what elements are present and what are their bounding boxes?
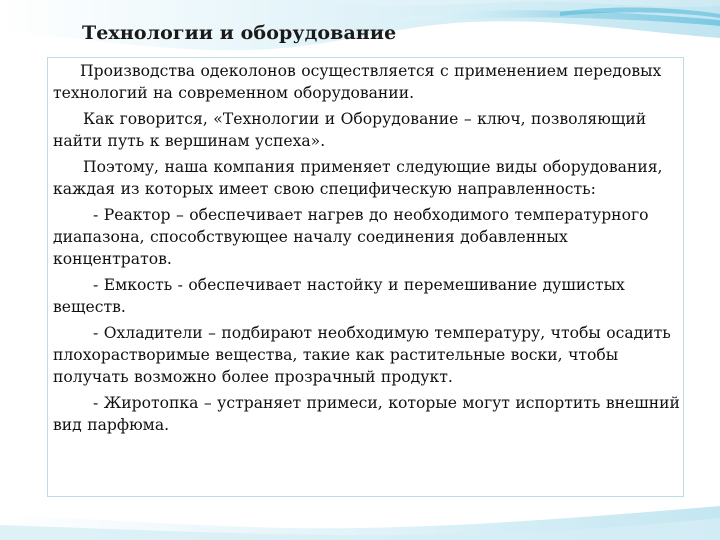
- body-text: [53, 60, 683, 436]
- paragraph-intro: Производства одеколонов осуществляется с применением передовых технологий на современном оборудовании.: [53, 62, 662, 103]
- list-item-fat-melter: - Жиротопка – устраняет примеси, которые могут испортить внешний вид парфюма.: [53, 393, 680, 435]
- paragraph-equipment-intro: Поэтому, наша компания применяет следующие виды оборудования, каждая из которых имеет свою специфическую направленность:: [53, 157, 663, 199]
- slide-title: Технологии и оборудование: [82, 22, 397, 44]
- paragraph-quote: Как говорится, «Технологии и Оборудование – ключ, позволяющий найти путь к вершинам успеха».: [53, 109, 647, 151]
- list-item-container: - Емкость - обеспечивает настойку и перемешивание душистых веществ.: [53, 275, 625, 317]
- list-item-reactor: - Реактор – обеспечивает нагрев до необходимого температурного диапазона, способствующее началу соединения добавленных концентратов.: [53, 205, 649, 269]
- list-item-coolers: - Охладители – подбирают необходимую температуру, чтобы осадить плохорастворимые вещества, такие как растительные воски, чтобы получать возможно более прозрачный продукт.: [53, 323, 671, 387]
